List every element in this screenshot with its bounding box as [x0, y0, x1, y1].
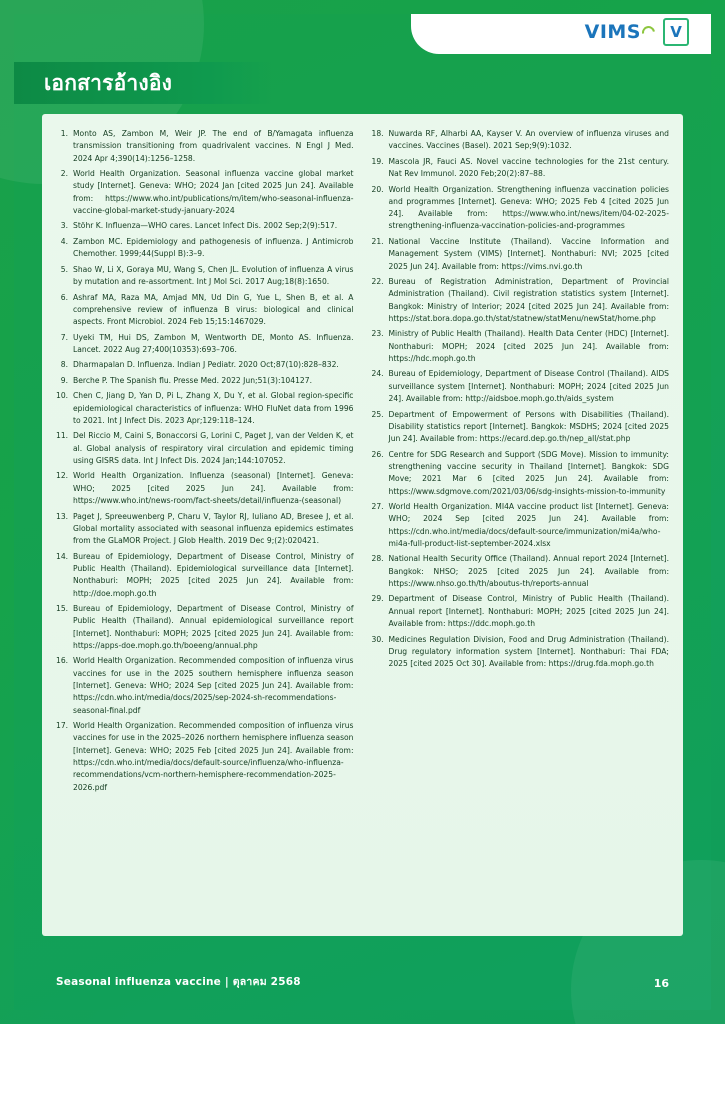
reference-item: [56, 264, 354, 289]
reference-item: [56, 603, 354, 652]
reference-text: World Health Organization. MI4A vaccine product list [Internet]. Geneva: WHO; 2024 Sep [cited 2025 Jun 24]. Available from: https://cdn.who.int/media/docs/default-source/immunization/mi4a/who-mi4a-full-product-list-september-2024.xlsx: [388, 502, 669, 548]
reference-text: Dharmapalan D. Influenza. Indian J Pediatr. 2020 Oct;87(10):828–832.: [73, 360, 339, 370]
reference-number: 7.: [60, 332, 68, 342]
section-title-band: [14, 62, 274, 104]
reference-text: Centre for SDG Research and Support (SDG Move). Mission to immunity: strengthening vaccine security in Thailand [Internet]. Bangkok: SDG Move; 2021 Mar 6 [cited 2025 Jun 24]. Available from: https://www.sdgmove.com/2021/03/06/sdg-insights-mission-to-immunity: [388, 449, 669, 496]
page-number: 16: [653, 977, 669, 990]
swoosh-icon: [639, 23, 657, 41]
reference-text: Bureau of Epidemiology, Department of Disease Control, Ministry of Public Health (Thailand). Epidemiological surveillance data [Internet]. Nonthaburi: MOPH; 2025 [cited 2025 Jun 24]. Available from: http://doe.moph.go.th: [73, 551, 354, 598]
reference-text: Stöhr K. Influenza—WHO cares. Lancet Infect Dis. 2002 Sep;2(9):517.: [73, 221, 338, 231]
reference-item: [372, 634, 670, 671]
reference-text: World Health Organization. Seasonal influenza vaccine global market study [Internet]. Geneva: WHO; 2024 Jan [cited 2025 Jun 24]. Available from: https://www.who.int/publications/m/item/who-seasonal-influenza-vaccine-global-market-study-january-2024: [73, 169, 354, 215]
reference-text: World Health Organization. Strengthening influenza vaccination policies and programmes [Internet]. Geneva: WHO; 2025 Feb 4 [cited 2025 Jun 24]. Available from: https://www.who.int/news/item/04-02-2025-strengthening-influenza-vaccination-policies-and-programmes: [388, 184, 669, 231]
reference-number: 16.: [56, 656, 69, 666]
reference-item: [56, 551, 354, 600]
reference-item: [56, 430, 354, 467]
reference-item: [56, 359, 354, 371]
reference-number: 26.: [371, 449, 384, 459]
reference-number: 10.: [56, 391, 69, 401]
reference-item: [56, 375, 354, 387]
reference-text: World Health Organization. Influenza (seasonal) [Internet]. Geneva: WHO; 2025 [cited 2025 Jun 24]. Available from: https://www.who.int/news-room/fact-sheets/detail/influenza-(seasonal): [73, 471, 354, 506]
vims-logo-group: [585, 18, 689, 46]
reference-item: [372, 553, 670, 590]
reference-item: [372, 449, 670, 498]
reference-text: Paget J, Spreeuwenberg P, Charu V, Taylor RJ, Iuliano AD, Bresee J, et al. Global mortality associated with seasonal influenza epidemics estimates from the GLaMOR Project. J Glob Health. 2019 Dec 9;(2):020421.: [73, 511, 354, 546]
reference-text: Bureau of Registration Administration, Department of Provincial Administration (Thailand). Civil registration statistics system [Internet]. Bangkok: Ministry of Interior; 2024 [cited 2025 Jun 24]. Available from: https://stat.bora.dopa.go.th/stat/statnew/statMenu/newStat/home.php: [388, 277, 669, 323]
reference-item: [56, 655, 354, 716]
reference-number: 29.: [371, 594, 384, 604]
reference-number: 30.: [371, 634, 384, 644]
reference-item: [56, 470, 354, 507]
reference-item: [56, 128, 354, 165]
reference-number: 24.: [371, 369, 384, 379]
reference-number: 4.: [60, 236, 68, 246]
reference-number: 14.: [56, 551, 69, 561]
reference-card: [42, 114, 683, 936]
page-title: เอกสารอ้างอิง: [44, 70, 173, 95]
reference-item: [56, 720, 354, 794]
reference-item: [372, 156, 670, 181]
reference-text: Zambon MC. Epidemiology and pathogenesis of influenza. J Antimicrob Chemother. 1999;44(Suppl B):3–9.: [73, 236, 354, 259]
reference-number: 23.: [371, 329, 384, 339]
reference-item: [56, 236, 354, 261]
reference-item: [372, 236, 670, 273]
reference-number: 19.: [371, 156, 384, 166]
reference-item: [372, 368, 670, 405]
reference-item: [372, 501, 670, 550]
page-header: [14, 14, 711, 66]
reference-text: Del Riccio M, Caini S, Bonaccorsi G, Lorini C, Paget J, van der Velden K, et al. Global analysis of respiratory viral circulation and epidemic timing using GISRS data. Int J Infect Dis. 2024 Jan;144:107052.: [73, 431, 354, 465]
reference-column-left: [56, 128, 354, 926]
reference-number: 8.: [60, 360, 68, 370]
reference-number: 20.: [371, 184, 384, 194]
reference-number: 15.: [56, 604, 69, 614]
reference-number: 1.: [60, 129, 68, 138]
vims-wordmark: [585, 21, 655, 43]
reference-text: Department of Disease Control, Ministry of Public Health (Thailand). Annual report [Internet]. Nonthaburi: MOPH; 2025 [cited 2025 Jun 24]. Available from: https://ddc.moph.go.th: [388, 594, 669, 629]
reference-number: 21.: [371, 236, 384, 246]
reference-item: [372, 593, 670, 630]
reference-item: [372, 328, 670, 365]
reference-list-left: [56, 128, 354, 794]
reference-text: National Health Security Office (Thailand). Annual report 2024 [Internet]. Bangkok: NHSO; 2025 [cited 2025 Jun 24]. Available from: https://www.nhso.go.th/th/aboutus-th/reports-annual: [388, 554, 669, 588]
reference-text: Ministry of Public Health (Thailand). Health Data Center (HDC) [Internet]. Nonthaburi: MOPH; 2024 [cited 2025 Jun 24]. Available from: https://hdc.moph.go.th: [388, 329, 669, 363]
reference-item: [56, 511, 354, 548]
reference-list-right: [372, 128, 670, 670]
reference-number: 27.: [371, 502, 384, 511]
reference-item: [372, 409, 670, 446]
reference-number: 25.: [371, 409, 384, 419]
footer-label: Seasonal influenza vaccine | ตุลาคม 2568: [56, 976, 301, 988]
reference-item: [56, 390, 354, 427]
reference-text: Department of Empowerment of Persons with Disabilities (Thailand). Disability statistics report [Internet]. Bangkok: MSDHS; 2024 [cited 2025 Jun 24]. Available from: https://ecard.dep.go.th/nep_all/stat.php: [388, 409, 669, 444]
reference-text: Ashraf MA, Raza MA, Amjad MN, Ud Din G, Yue L, Shen B, et al. A comprehensive review of influenza B virus: biological and clinical aspects. Front Microbiol. 2024 Feb 15;15:1467029.: [73, 292, 354, 327]
page-footer: [14, 950, 711, 996]
reference-number: 3.: [60, 221, 68, 231]
vims-logo-text: VIMS: [584, 21, 641, 43]
reference-number: 5.: [60, 264, 68, 274]
reference-text: Nuwarda RF, Alharbi AA, Kayser V. An overview of influenza viruses and vaccines. Vaccines (Basel). 2021 Sep;9(9):1032.: [388, 129, 669, 151]
reference-text: Berche P. The Spanish flu. Presse Med. 2022 Jun;51(3):104127.: [73, 375, 312, 385]
reference-text: World Health Organization. Recommended composition of influenza virus vaccines for use in the 2025–2026 northern hemisphere influenza season [Internet]. Geneva: WHO; 2025 Feb [cited 2025 Jun 24]. Available from: https://cdn.who.int/media/docs/default-source/influenza/who-influenza-recommendations/vcm-northern-hemisphere-recommendation-2025-2026.pdf: [73, 721, 354, 792]
reference-number: 9.: [60, 375, 68, 385]
reference-item: [56, 220, 354, 232]
reference-item: [56, 292, 354, 329]
reference-text: Chen C, Jiang D, Yan D, Pi L, Zhang X, Du Y, et al. Global region-specific epidemiological characteristics of influenza: WHO FluNet data from 1996 to 2021. Int J Infect Dis. 2023 Apr;129:118–124.: [73, 391, 354, 425]
reference-number: 2.: [60, 169, 68, 179]
reference-text: Shao W, Li X, Goraya MU, Wang S, Chen JL. Evolution of influenza A virus by mutation and re-assortment. Int J Mol Sci. 2017 Aug;18(8):1650.: [73, 264, 354, 287]
reference-number: 11.: [56, 431, 69, 441]
reference-number: 28.: [371, 554, 384, 564]
reference-number: 12.: [56, 471, 69, 481]
reference-text: National Vaccine Institute (Thailand). Vaccine Information and Management System (VIMS) [Internet]. Nonthaburi: NVI; 2025 [cited 2025 Jun 24]. Available from: https://vims.nvi.go.th: [388, 236, 669, 271]
reference-number: 22.: [371, 277, 384, 287]
reference-number: 18.: [371, 129, 384, 138]
reference-item: [372, 128, 670, 153]
reference-number: 6.: [60, 292, 68, 302]
reference-item: [372, 276, 670, 325]
reference-text: Mascola JR, Fauci AS. Novel vaccine technologies for the 21st century. Nat Rev Immunol. 2020 Feb;20(2):87–88.: [388, 156, 669, 179]
reference-text: Bureau of Epidemiology, Department of Disease Control, Ministry of Public Health (Thailand). Annual epidemiological surveillance report [Internet]. Nonthaburi: MOPH; 2025 [cited 2025 Jun 24]. Available from: https://apps-doe.moph.go.th/boeeng/annual.php: [73, 604, 354, 650]
reference-number: 17.: [56, 721, 69, 731]
reference-item: [372, 184, 670, 233]
reference-column-right: [372, 128, 670, 926]
reference-item: [56, 168, 354, 217]
reference-text: Medicines Regulation Division, Food and Drug Administration (Thailand). Drug regulatory information system [Internet]. Nonthaburi: Thai FDA; 2025 [cited 2025 Oct 30]. Available from: https://drug.fda.moph.go.th: [388, 634, 669, 669]
reference-number: 13.: [56, 511, 69, 521]
reference-columns: [56, 128, 669, 926]
page-inner-panel: [14, 14, 711, 1010]
reference-text: Bureau of Epidemiology, Department of Disease Control (Thailand). AIDS surveillance system [Internet]. Nonthaburi: MOPH; 2024 [cited 2025 Jun 24]. Available from: http://aidsboe.moph.go.th/aids_system: [388, 369, 669, 404]
reference-text: Monto AS, Zambon M, Weir JP. The end of B/Yamagata influenza transmission transitioning from quadrivalent vaccines. N Engl J Med. 2024 Apr 4;390(14):1256–1258.: [73, 129, 354, 163]
reference-text: World Health Organization. Recommended composition of influenza virus vaccines for use in the 2025 southern hemisphere influenza season [Internet]. Geneva: WHO; 2024 Sep [cited 2025 Jun 24]. Available from: https://cdn.who.int/media/docs/2025/sep-2024-sh-recommendations-seasonal-final.pdf: [73, 656, 354, 715]
reference-text: Uyeki TM, Hui DS, Zambon M, Wentworth DE, Monto AS. Influenza. Lancet. 2022 Aug 27;400(10353):693–706.: [73, 332, 354, 354]
vims-badge-icon: V: [663, 18, 689, 46]
reference-item: [56, 332, 354, 357]
